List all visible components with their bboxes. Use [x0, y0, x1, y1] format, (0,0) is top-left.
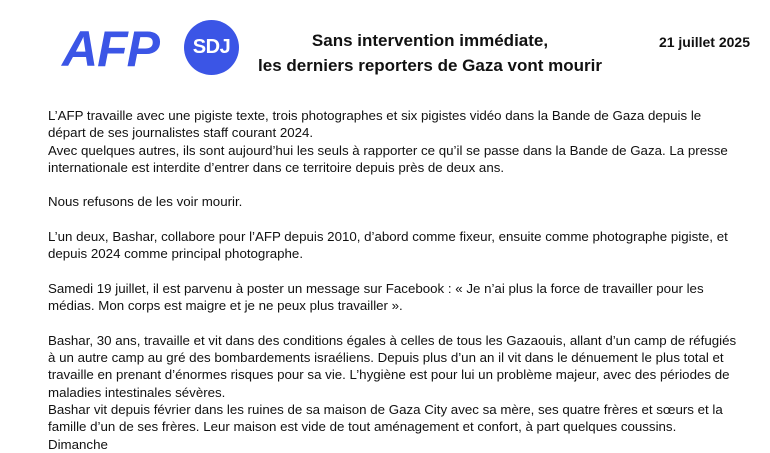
title-line-1: Sans intervention immédiate,	[311, 31, 549, 50]
paragraph: Samedi 19 juillet, il est parvenu à poster un message sur Facebook : « Je n’ai plus la force de travailler pour les médias. Mon corps est maigre et je ne peux plus travailler ».	[48, 280, 704, 314]
paragraph: Nous refusons de les voir mourir.	[48, 194, 243, 210]
publication-date: 21 juillet 2025	[658, 34, 750, 50]
paragraph: Avec quelques autres, ils sont aujourd’hui les seuls à rapporter ce qu’il se passe dans la Bande de Gaza. La presse internationale est interdite d’entrer dans ce territoire depuis près de deux ans.	[48, 142, 728, 175]
afp-sdj-logo	[62, 20, 240, 80]
sdj-badge: SDJ	[184, 20, 239, 75]
paragraph: L’AFP travaille avec une pigiste texte, trois photographes et six pigistes vidéo dans la Bande de Gaza depuis le départ de ses journalistes staff courant 2024.	[48, 108, 702, 141]
paragraph: L’un deux, Bashar, collabore pour l’AFP depuis 2010, d’abord comme fixeur, ensuite comme photographe pigiste, et depuis 2024 comme principal photographe.	[48, 229, 728, 262]
title-line-2: les derniers reporters de Gaza vont mourir	[258, 56, 602, 75]
afp-logo-text: AFP	[62, 21, 159, 77]
statement-body	[48, 107, 738, 453]
paragraph: Bashar vit depuis février dans les ruines de sa maison de Gaza City avec sa mère, ses quatre frères et sœurs et la famille d’un de ses frères. Leur maison est vide de tout aménagement et confort, à part quelques coussins. Dimanche	[48, 402, 723, 452]
paragraph: Bashar, 30 ans, travaille et vit dans des conditions égales à celles de tous les Gazaouis, allant d’un camp de réfugiés à un autre camp au gré des bombardements israéliens. Depuis plus d’un an il vit dans le dénuement le plus total et travaille en prenant d’énormes risques pour sa vie. L’hygiène est pour lui un problème majeur, avec des périodes de maladies intestinales sévères.	[48, 332, 737, 400]
page-title	[245, 28, 615, 78]
